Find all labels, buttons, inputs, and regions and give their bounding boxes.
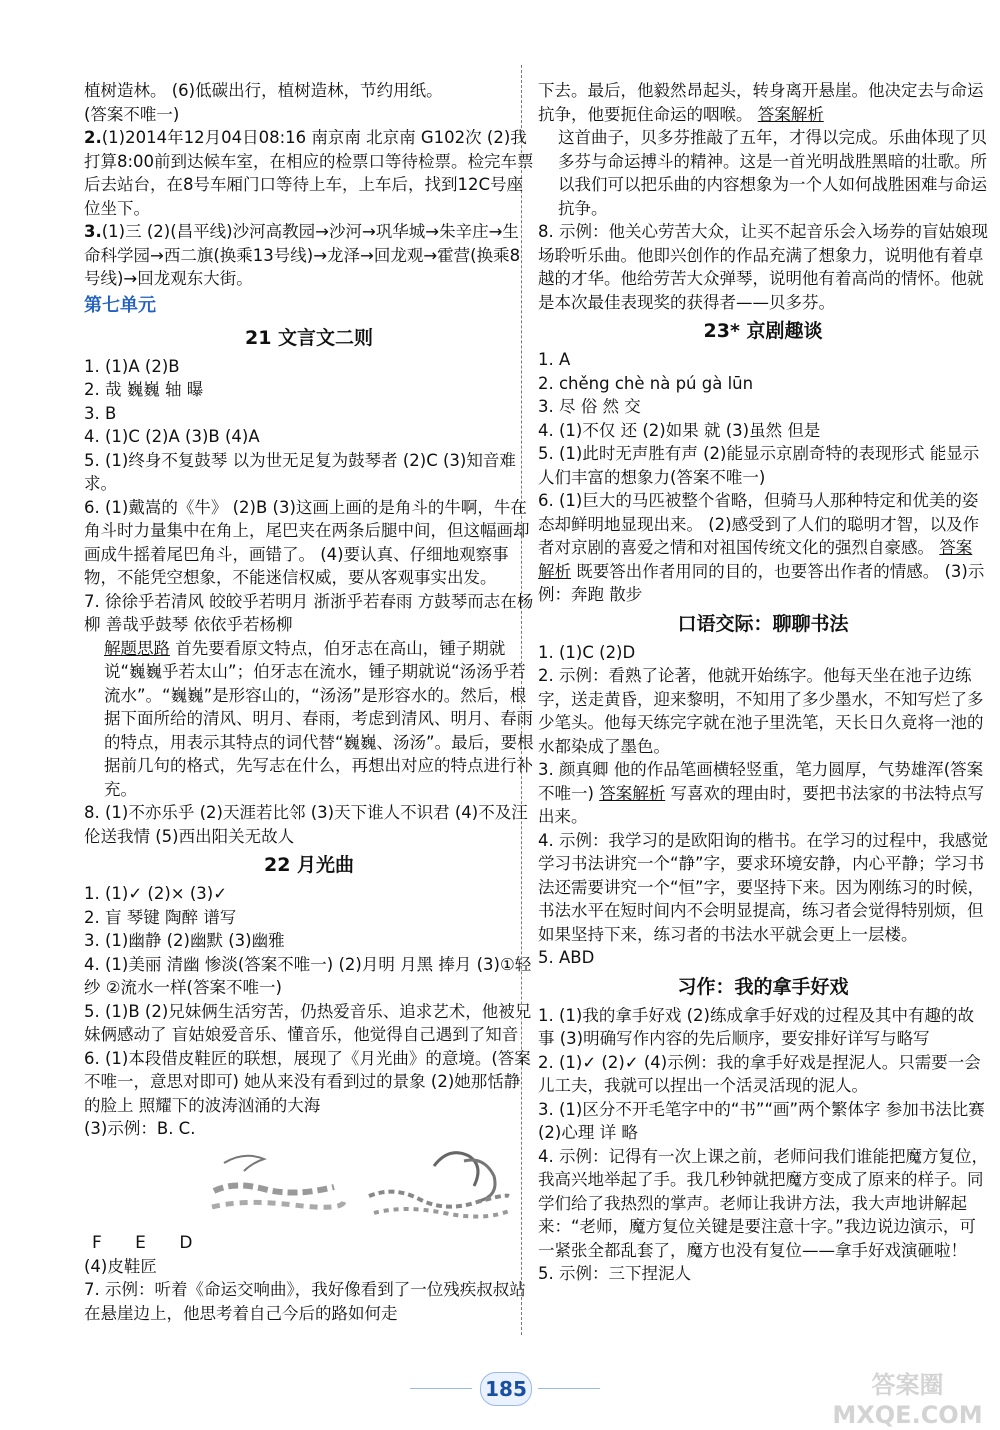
answer-item: 4. (1)美丽 清幽 惨淡(答案不唯一) (2)月明 月黑 捧月 (3)①轻纱 ②流水一样(答案不唯一) [84,954,532,997]
answer-item: 7. 徐徐乎若清风 皎皎乎若明月 浙浙乎若春雨 方鼓琴而志在杨柳 善哉乎鼓琴 依依乎若杨柳 [84,591,534,634]
answer-line: (答案不唯一) [84,104,180,124]
footer-rule-left [410,1388,472,1389]
solution-text: 首先要看原文特点，伯牙志在高山，锺子期就说“巍巍乎若太山”；伯牙志在流水，锺子期就说“汤汤乎若流水”。“巍巍”是形容山的，“汤汤”是形容水的。然后，根据下面所给的清风、明月、春雨，考虑到清风、明月、春雨的特点，用表示其特点的词代替“巍巍、汤汤”。最后，要根据前几句的格式，先写志在什么，再想出对应的特点进行补充。 [104,638,534,799]
answer-item: 5. 示例：三下捏泥人 [538,1264,691,1283]
answer-item: 2. 盲 琴键 陶醉 谱写 [84,907,237,927]
answer-item: (3)示例：B. C. [84,1119,196,1138]
answer-item: 6. (1)本段借皮鞋匠的联想，展现了《月光曲》的意境。(答案不唯一，意思对即可) 她从来没有看到过的景象 (2)她那恬静的脸上 照耀下的波涛汹涌的大海 [84,1048,531,1115]
answer-text: 下去。最后，他毅然昂起头，转身离开悬崖。他决定去与命运抗争，他要扼住命运的咽喉。 [538,81,984,124]
watermark-line: 答案圈 [871,1371,944,1399]
watermark-line: MXQE.COM [832,1401,983,1429]
sketch-b-image [204,1141,354,1221]
answer-item: 1. A [538,350,571,369]
unit-heading: 第七单元 [84,294,156,316]
answer-item: 2. 示例：看熟了论著，他就开始练字。他每天坐在池子边练字，送走黄昏，迎来黎明，不知用了多少墨水，不知写烂了多少笔头。他每天练完字就在池子里洗笔，天长日久竟将一池的水都染成了墨色。 [538,666,984,756]
answer-item-2 [84,126,534,220]
answer-item: 4. (1)C (2)A (3)B (4)A [84,427,260,446]
solution-explanation [84,637,534,802]
analysis-text: 既要答出作者用同的目的，也要答出作者的情感。 (3)示例：奔跑 散步 [538,561,985,604]
lesson-heading-23: 23* 京剧趣谈 [703,320,823,342]
answer-item: 3. (1)幽静 (2)幽默 (3)幽雅 [84,931,285,950]
analysis-tag: 答案解析 [757,104,824,124]
answer-item: 8. 示例：他关心劳苦大众，让买不起音乐会入场券的盲姑娘现场聆听乐曲。他即兴创作的作品充满了想象力，说明他有着卓越的才华。他给劳苦大众弹琴，说明他有着高尚的情怀。他就是本次最佳表现奖的获得者——贝多芬。 [538,222,988,312]
page-number: 185 [480,1372,532,1406]
answer-continuation [538,79,988,126]
section-heading-writing: 习作：我的拿手好戏 [677,975,849,998]
analysis-text: 这首曲子，贝多芬推敲了五年，才得以完成。乐曲体现了贝多芬与命运搏斗的精神。这是一首光明战胜黑暗的壮歌。所以我们可以把乐曲的内容想象为一个人如何战胜困难与命运抗争。 [558,128,987,218]
answer-item: 5. (1)B (2)兄妹俩生活穷苦，仍热爱音乐、追求艺术，他被兄妹俩感动了 盲姑娘爱音乐、懂音乐，他觉得自己遇到了知音 [84,1001,532,1044]
answer-item: 3. (1)区分不开毛笔字中的“书”“画”两个繁体字 参加书法比赛 (2)心理 详 略 [538,1099,985,1142]
answer-item: 2. chěng chè nà pú gà lūn [538,373,754,393]
answer-item: 6. (1)戴嵩的《牛》 (2)B (3)这画上画的是角斗的牛啊，牛在角斗时力量集中在角上，尾巴夹在两条后腿中间，但这幅画却画成牛摇着尾巴角斗，画错了。 (4)要认真、仔细地观察事物，不能凭空想象，不能迷信权威，要从客观事实出发。 [84,497,530,587]
lesson-heading-21: 21 文言文二则 [244,326,374,349]
item-text: (1)三 (2)(昌平线)沙河高教园→沙河→巩华城→朱辛庄→生命科学园→西二旗(换乘13号线)→龙泽→回龙观→霍营(换乘8号线)→回龙观东大街。 [84,222,521,288]
answer-item: 1. (1)我的拿手好戏 (2)练成拿手好戏的过程及其中有趣的故事 (3)明确写作内容的先后顺序，要安排好详写与略写 [538,1005,974,1048]
section-heading-oral: 口语交际：聊聊书法 [677,612,849,635]
left-column [84,0,534,1325]
answer-item: 3. 尽 俗 然 交 [538,397,641,416]
footer-rule-right [538,1388,600,1389]
answer-item: (4)皮鞋匠 [84,1256,157,1276]
answer-item: 5. ABD [538,948,595,967]
answer-item: 2. 哉 巍巍 轴 曝 [84,380,204,399]
answer-item: 8. (1)不亦乐乎 (2)天涯若比邻 (3)天下谁人不识君 (4)不及汪伦送我情 (5)西出阳关无故人 [84,803,528,846]
analysis-tag: 答案解析 [599,783,666,803]
item-number: 3. [84,222,102,241]
answer-item [538,758,988,829]
lesson-heading-22: 22 月光曲 [263,854,355,876]
answer-item: 5. (1)终身不复鼓琴 以为世无足复为鼓琴者 (2)C (3)知音难求。 [84,450,516,493]
answer-item: 1. (1)C (2)D [538,642,636,662]
item-number: 2. [84,128,102,147]
answer-item: 4. 示例：我学习的是欧阳询的楷书。在学习的过程中，我感觉学习书法讲究一个“静”字，要求环境安静，内心平静；学习书法还需要讲究一个“恒”字，要坚持下来。因为刚练习的时候，书法水平在短时间内不会明显提高，练习者会觉得特别烦，但如果坚持下来，练习者的书法水平就会更上一层楼。 [538,830,988,944]
item-text: (1)2014年12月04日08:16 南京南 北京南 G102次 (2)我打算8:00前到达候车室，在相应的检票口等待检票。检完车票后去站台，在8号车厢门口等待上车，上车后，找到12C号座位坐下。 [84,128,534,218]
answer-item: 1. (1)A (2)B [84,356,180,376]
answer-item [538,489,988,607]
example-sketches [84,1141,534,1231]
sketch-labels: F E D [92,1232,207,1253]
right-column [538,0,988,1286]
answer-item: 1. (1)✓ (2)× (3)✓ [84,884,228,903]
answer-item: 4. 示例：记得有一次上课之前，老师问我们谁能把魔方复位，我高兴地举起了手。我几秒钟就把魔方变成了原来的样子。同学们给了我热烈的掌声。老师让我讲方法，我大声地讲解起来：“老师，魔方复位关键是要注意十字。”我边说边演示，可一紧张全都乱套了，魔方也没有复位——拿手好戏演砸啦！ [538,1146,988,1260]
answer-item-3 [84,220,534,291]
answer-item: 7. 示例：听着《命运交响曲》，我好像看到了一位残疾叔叔站在悬崖边上，他思考着自己今后的路如何走 [84,1280,526,1323]
answer-text: 6. (1)巨大的马匹被整个省略，但骑马人那种特定和优美的姿态却鲜明地显现出来。 (2)感受到了人们的聪明才智，以及作者对京剧的喜爱之情和对祖国传统文化的强烈自豪感。 [538,491,980,557]
answer-line: 植树造林。 (6)低碳出行，植树造林，节约用纸。 [84,81,443,100]
sketch-c-image [364,1141,514,1226]
answer-item: 4. (1)不仅 还 (2)如果 就 (3)虽然 但是 [538,420,821,440]
answer-item: 3. B [84,403,117,423]
watermark-logo [820,1370,995,1430]
solution-tag: 解题思路 [104,638,170,658]
answer-item: 5. (1)此时无声胜有声 (2)能显示京剧奇特的表现形式 能显示人们丰富的想象力(答案不唯一) [538,444,980,487]
analysis-tag: 答案解析 [538,538,973,581]
analysis-text: 写喜欢的理由时，要把书法家的书法特点写出来。 [538,783,984,826]
answer-item: 2. (1)✓ (2)✓ (4)示例：我的拿手好戏是捏泥人。只需要一会儿工夫，我就可以捏出一个活灵活现的泥人。 [538,1052,981,1095]
answer-text: 3. 颜真卿 他的作品笔画横轻竖重，笔力圆厚，气势雄浑(答案不唯一) [538,760,984,803]
